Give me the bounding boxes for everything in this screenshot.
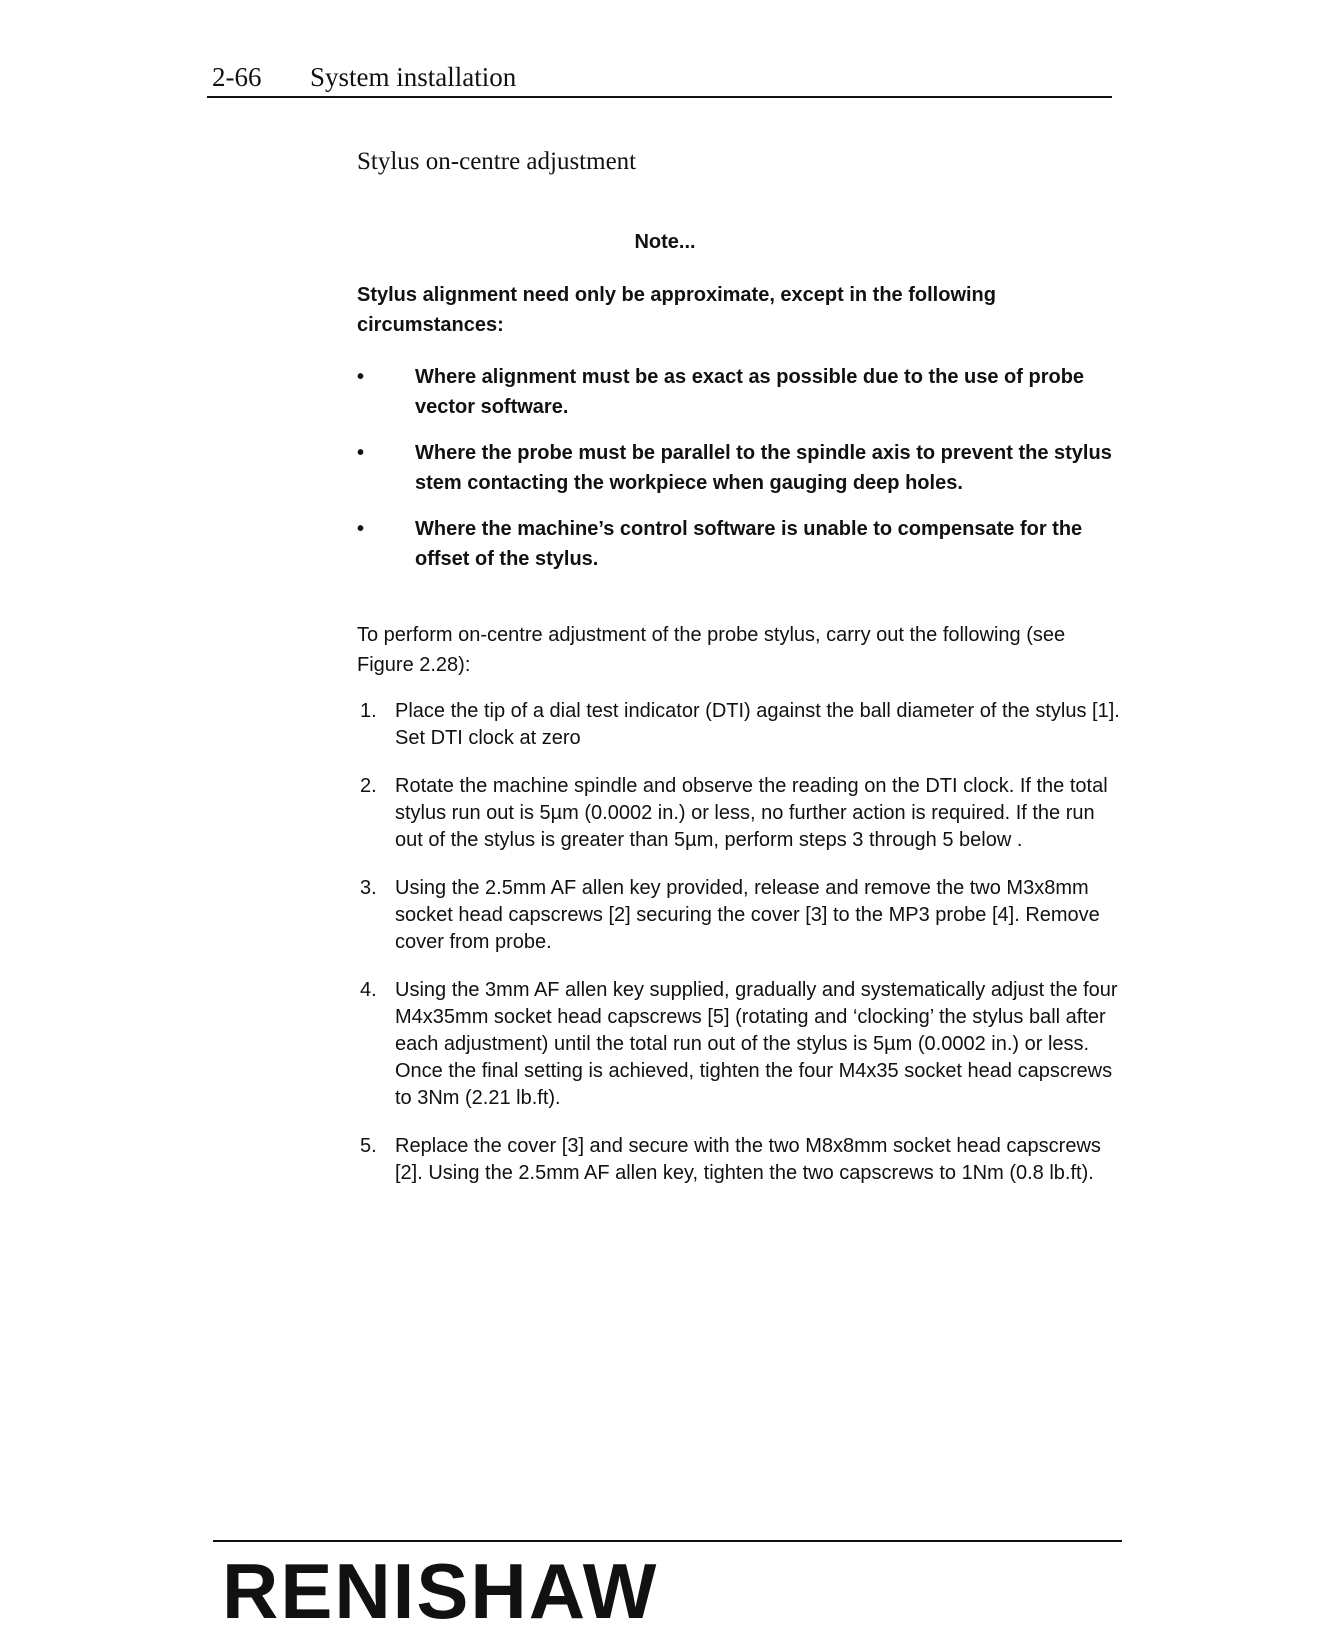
- bullet-text: Where alignment must be as exact as possible due to the use of probe vector software.: [415, 366, 1085, 418]
- procedure-steps: [357, 698, 1122, 1208]
- step-text: Using the 2.5mm AF allen key provided, release and remove the two M3x8mm socket head capscrews [2] securing the cover [3] to the MP3 probe [4]. Remove cover from probe.: [395, 877, 1100, 953]
- section-title: Stylus on-centre adjustment: [357, 148, 637, 175]
- step-item: [357, 1133, 1122, 1187]
- step-number: 5.: [360, 1135, 377, 1157]
- step-item: [357, 977, 1122, 1112]
- step-number: 3.: [360, 877, 377, 899]
- step-item: [357, 773, 1122, 854]
- list-item: [357, 362, 1127, 422]
- bullet-icon: •: [357, 366, 365, 388]
- logo-text: RENISHAW: [222, 1547, 659, 1635]
- step-number: 2.: [360, 775, 377, 797]
- note-label: Note...: [634, 231, 696, 253]
- bullet-icon: •: [357, 442, 365, 464]
- renishaw-logo: [222, 1547, 659, 1635]
- header-divider: [207, 96, 1112, 98]
- bullet-icon: •: [357, 518, 365, 540]
- page-number: 2-66: [212, 62, 262, 92]
- bullet-text: Where the machine’s control software is unable to compensate for the offset of the stylus.: [415, 518, 1083, 570]
- chapter-title: System installation: [310, 62, 517, 92]
- step-text: Replace the cover [3] and secure with the two M8x8mm socket head capscrews [2]. Using the 2.5mm AF allen key, tighten the two capscrews to 1Nm (0.8 lb.ft).: [395, 1135, 1101, 1184]
- step-text: Place the tip of a dial test indicator (DTI) against the ball diameter of the stylus [1]. Set DTI clock at zero: [395, 700, 1120, 749]
- bullet-text: Where the probe must be parallel to the spindle axis to prevent the stylus stem contacting the workpiece when gauging deep holes.: [415, 442, 1112, 494]
- note-bullet-list: [357, 362, 1127, 590]
- step-item: [357, 698, 1122, 752]
- page-header: [210, 62, 1112, 96]
- footer-divider: [213, 1540, 1122, 1542]
- step-text: Rotate the machine spindle and observe the reading on the DTI clock. If the total stylus run out is 5µm (0.0002 in.) or less, no further action is required. If the run out of the stylus is greater than 5µm, perform steps 3 through 5 below .: [395, 775, 1108, 851]
- step-number: 4.: [360, 979, 377, 1001]
- list-item: [357, 438, 1127, 498]
- list-item: [357, 514, 1127, 574]
- note-intro: Stylus alignment need only be approximate, except in the following circumstances:: [357, 284, 996, 336]
- step-text: Using the 3mm AF allen key supplied, gradually and systematically adjust the four M4x35mm socket head capscrews [5] (rotating and ‘clocking’ the stylus ball after each adjustment) until the total run out of the stylus is 5µm (0.0002 in.) or less. Once the final setting is achieved, tighten the four M4x35 socket head capscrews to 3Nm (2.21 lb.ft).: [395, 979, 1118, 1109]
- step-number: 1.: [360, 700, 377, 722]
- step-item: [357, 875, 1122, 956]
- procedure-intro: To perform on-centre adjustment of the probe stylus, carry out the following (see Figure 2.28):: [357, 624, 1066, 676]
